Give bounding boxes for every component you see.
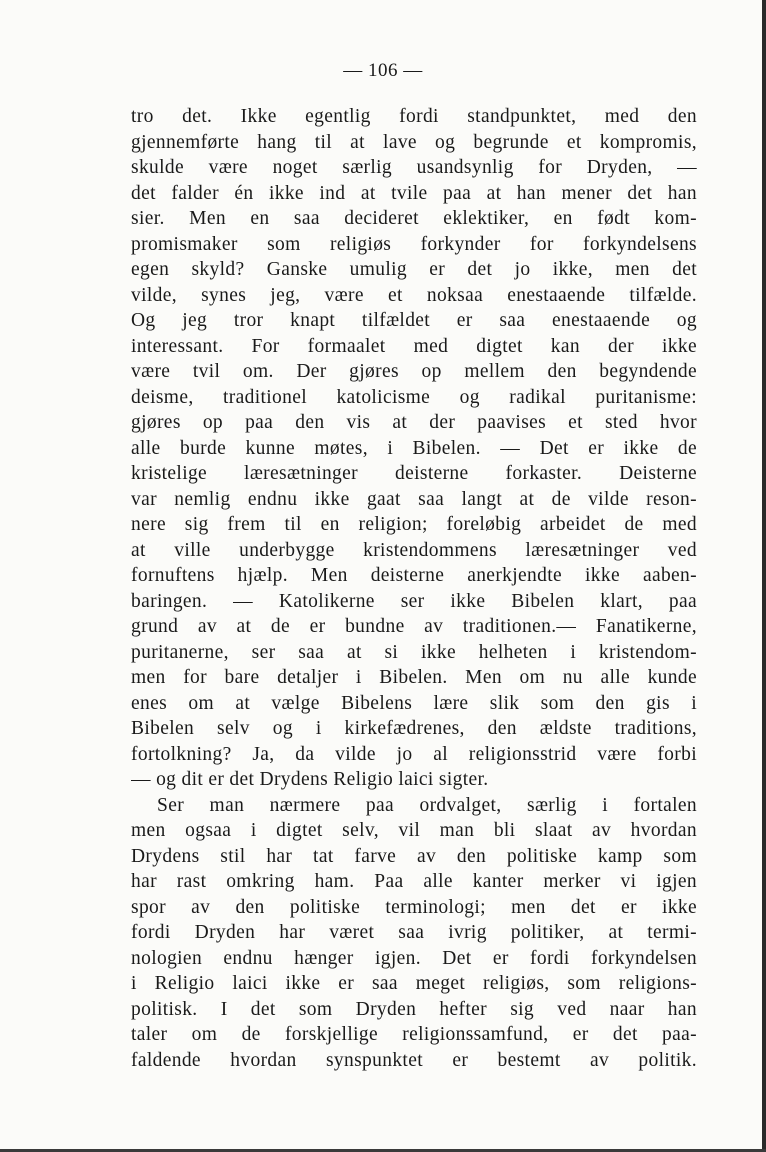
text-line: gjennemførte hang til at lave og begrunde et kompromis, bbox=[131, 131, 697, 153]
body-text bbox=[131, 104, 697, 1073]
text-line: kristelige læresætninger deisterne forkaster. Deisterne bbox=[131, 463, 697, 484]
text-line: spor av den politiske terminologi; men det er ikke bbox=[131, 896, 697, 918]
text-line: tro det. Ikke egentlig fordi standpunktet, med den bbox=[131, 106, 697, 127]
text-line: deisme, traditionel katolicisme og radikal puritanisme: bbox=[131, 386, 697, 408]
text-line: Drydens stil har tat farve av den politiske kamp som bbox=[131, 845, 697, 867]
text-line: — og dit er det Drydens Religio laici sigter. bbox=[131, 769, 489, 790]
text-line: taler om de forskjellige religionssamfund, er det paa- bbox=[131, 1024, 697, 1045]
page-edge-right bbox=[762, 0, 766, 1152]
page-number: — 106 — bbox=[343, 60, 423, 81]
text-line: vilde, synes jeg, være et noksaa enestaaende tilfælde. bbox=[131, 284, 697, 306]
text-line: at ville underbygge kristendommens læresætninger ved bbox=[131, 539, 697, 561]
text-line: gjøres op paa den vis at der paavises et sted hvor bbox=[131, 412, 697, 433]
text-line: grund av at de er bundne av traditionen.— Fanatikerne, bbox=[131, 616, 697, 637]
text-line: fordi Dryden har været saa ivrig politiker, at termi- bbox=[131, 922, 697, 943]
text-line: har rast omkring ham. Paa alle kanter merker vi igjen bbox=[131, 871, 697, 892]
text-line: politisk. I det som Dryden hefter sig ved naar han bbox=[131, 998, 697, 1020]
text-line: puritanerne, ser saa at si ikke helheten i kristendom- bbox=[131, 641, 697, 663]
text-line: faldende hvordan synspunktet er bestemt av politik. bbox=[131, 1049, 697, 1071]
text-line: Ser man nærmere paa ordvalget, særlig i fortalen bbox=[157, 794, 697, 816]
text-line: være tvil om. Der gjøres op mellem den begyndende bbox=[131, 361, 697, 382]
text-line: det falder én ikke ind at tvile paa at han mener det han bbox=[131, 182, 697, 204]
text-line: var nemlig endnu ikke gaat saa langt at de vilde reson- bbox=[131, 488, 697, 510]
text-line: fornuftens hjælp. Men deisterne anerkjendte ikke aaben- bbox=[131, 565, 697, 586]
text-line: alle burde kunne møtes, i Bibelen. — Det er ikke de bbox=[131, 437, 697, 459]
text-line: interessant. For formaalet med digtet kan der ikke bbox=[131, 335, 697, 357]
text-line: enes om at vælge Bibelens lære slik som den gis i bbox=[131, 692, 697, 714]
text-line: nologien endnu hænger igjen. Det er fordi forkyndelsen bbox=[131, 947, 697, 969]
text-line: nere sig frem til en religion; foreløbig arbeidet de med bbox=[131, 514, 697, 535]
text-line: promismaker som religiøs forkynder for forkyndelsens bbox=[131, 233, 697, 255]
text-line: Bibelen selv og i kirkefædrenes, den ældste traditions, bbox=[131, 718, 697, 739]
text-line: egen skyld? Ganske umulig er det jo ikke, men det bbox=[131, 259, 697, 280]
text-line: men for bare detaljer i Bibelen. Men om nu alle kunde bbox=[131, 667, 697, 688]
text-line: skulde være noget særlig usandsynlig for Dryden, — bbox=[131, 157, 697, 178]
text-line: i Religio laici ikke er saa meget religiøs, som religions- bbox=[131, 973, 697, 994]
text-line: Og jeg tror knapt tilfældet er saa enestaaende og bbox=[131, 310, 697, 331]
text-line: men ogsaa i digtet selv, vil man bli slaat av hvordan bbox=[131, 820, 697, 841]
text-line: fortolkning? Ja, da vilde jo al religionsstrid være forbi bbox=[131, 743, 697, 765]
text-line: baringen. — Katolikerne ser ikke Bibelen klart, paa bbox=[131, 590, 697, 612]
text-line: sier. Men en saa decideret eklektiker, en født kom- bbox=[131, 208, 697, 229]
